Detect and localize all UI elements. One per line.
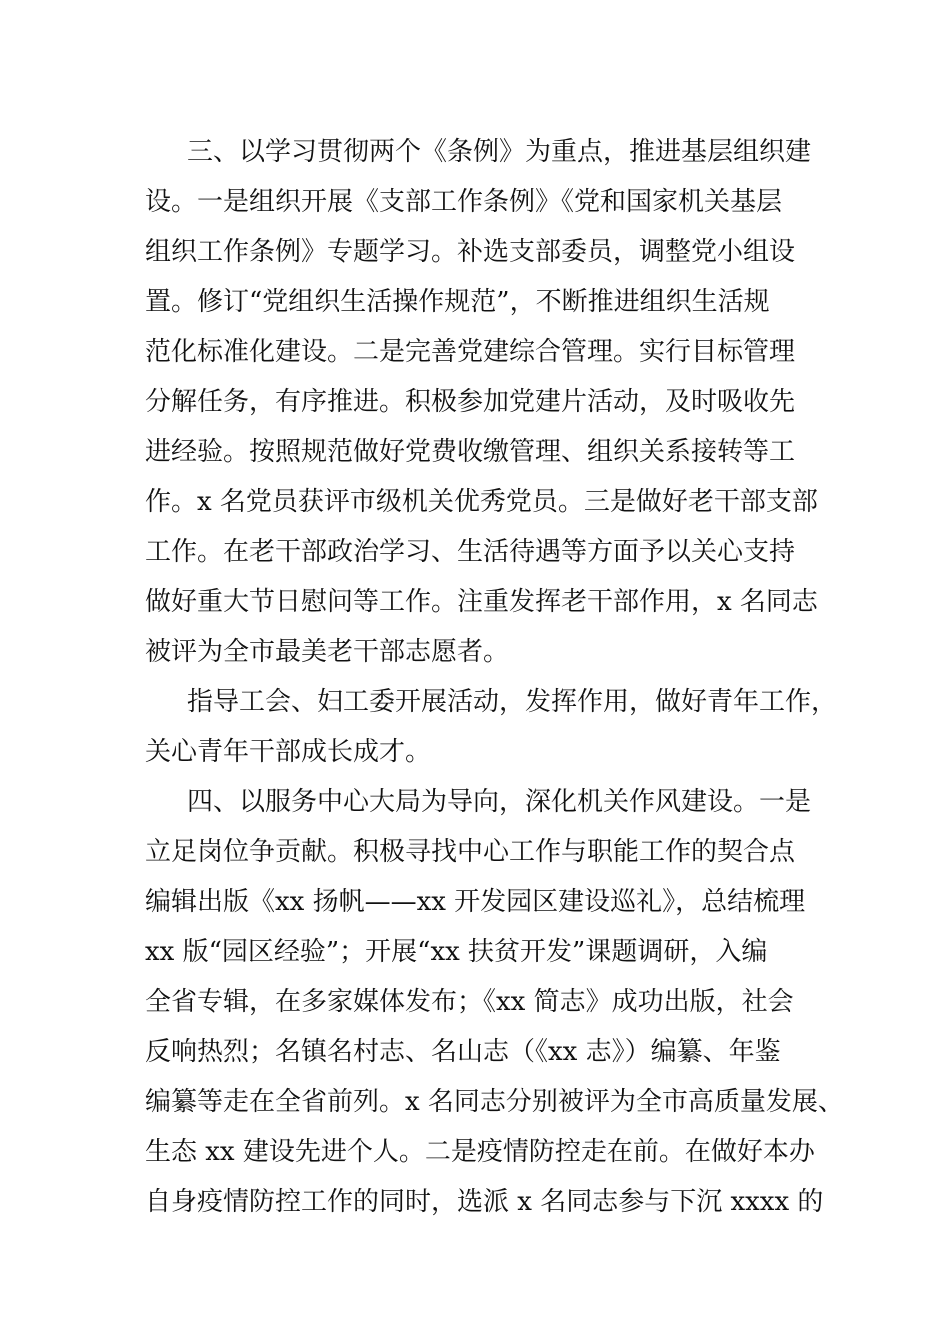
text-line: 分解任务，有序推进。积极参加党建片活动，及时吸收先 [145,387,796,417]
text-line: 设。一是组织开展《支部工作条例》《党和国家机关基层 [145,187,783,217]
paragraph-union-youth [145,677,838,777]
text-line: 四、以服务中心大局为导向，深化机关作风建设。一是 [187,787,812,817]
text-line: 自身疫情防控工作的同时，选派 x 名同志参与下沉 xxxx 的 [145,1187,824,1217]
text-line: 立足岗位争贡献。积极寻找中心工作与职能工作的契合点 [145,837,796,867]
text-line: 编辑出版《xx 扬帆——xx 开发园区建设巡礼》，总结梳理 [145,887,806,917]
text-line: 置。修订“党组织生活操作规范”，不断推进组织生活规 [145,287,770,317]
text-line: 被评为全市最美老干部志愿者。 [145,637,510,667]
text-line: 做好重大节日慰问等工作。注重发挥老干部作用，x 名同志 [145,587,818,617]
document-body [145,127,844,1227]
text-line: 工作。在老干部政治学习、生活待遇等方面予以关心支持 [145,537,796,567]
text-line: 范化标准化建设。二是完善党建综合管理。实行目标管理 [145,337,796,367]
text-line: 作。x 名党员获评市级机关优秀党员。三是做好老干部支部 [145,487,818,517]
text-line: xx 版“园区经验”；开展“xx 扶贫开发”课题调研，入编 [145,937,768,967]
paragraph-section-three [145,127,825,677]
text-line: 进经验。按照规范做好党费收缴管理、组织关系接转等工 [145,437,796,467]
paragraph-section-four [145,777,844,1227]
text-line: 三、以学习贯彻两个《条例》为重点，推进基层组织建 [187,137,812,167]
text-line: 关心青年干部成长成才。 [145,737,432,767]
text-line: 指导工会、妇工委开展活动，发挥作用，做好青年工作， [187,687,838,717]
text-line: 组织工作条例》专题学习。补选支部委员，调整党小组设 [145,237,796,267]
text-line: 反响热烈；名镇名村志、名山志（《xx 志》）编纂、年鉴 [145,1037,781,1067]
text-line: 编纂等走在全省前列。x 名同志分别被评为全市高质量发展、 [145,1087,844,1117]
text-line: 全省专辑，在多家媒体发布；《xx 简志》成功出版，社会 [145,987,794,1017]
text-line: 生态 xx 建设先进个人。二是疫情防控走在前。在做好本办 [145,1137,815,1167]
